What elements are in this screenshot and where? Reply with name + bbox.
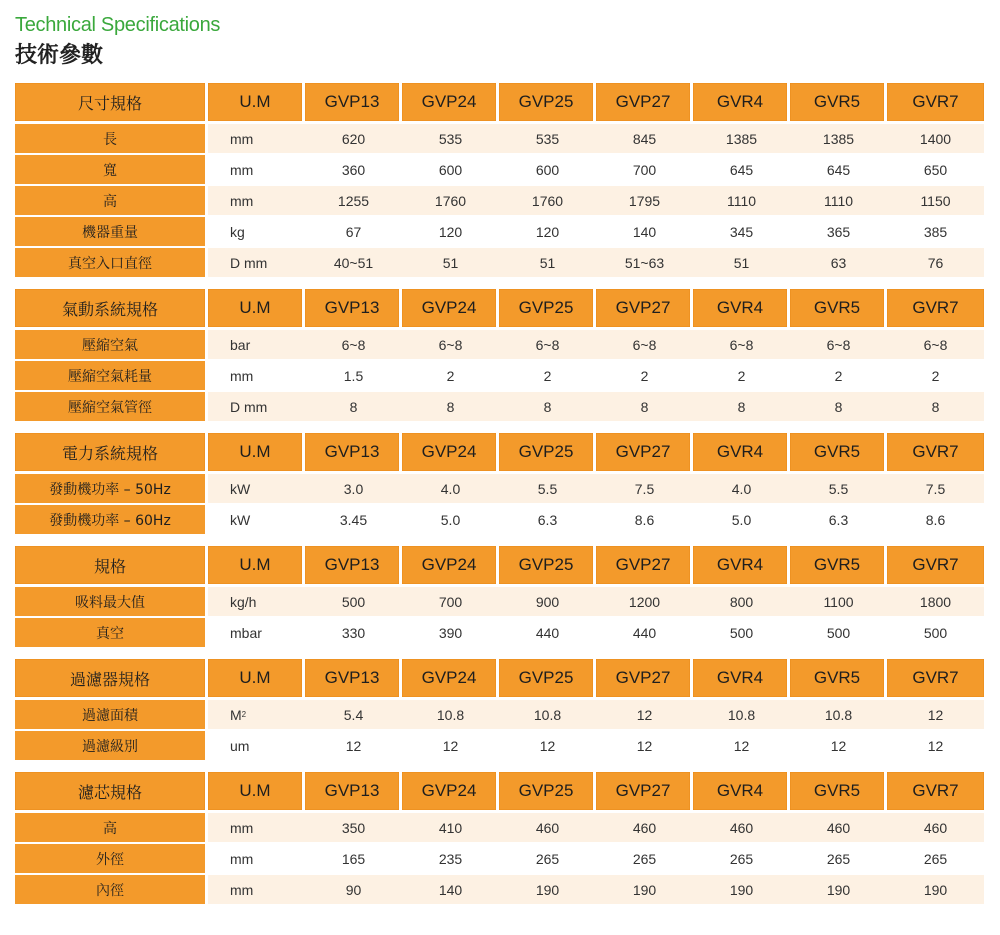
unit-column-header: U.M [208,772,302,810]
value-cell: 3.0 [305,474,402,503]
value-cell: 1110 [693,186,790,215]
spec-table-section [15,433,985,534]
model-column-header: GVR5 [790,659,884,697]
unit-text: D mm [230,254,268,271]
model-column-header: GVR5 [790,83,884,121]
model-column-header: GVP27 [596,289,690,327]
value-cell: 330 [305,618,402,647]
table-header-row [15,289,985,327]
unit-text: bar [230,336,251,353]
model-column-header: GVR7 [887,659,984,697]
value-cell: 12 [402,731,499,760]
table-row [15,474,985,503]
value-cell: 460 [499,813,596,842]
spec-table-section [15,289,985,421]
table-row [15,618,985,647]
value-cell: 140 [402,875,499,904]
value-cell: 8.6 [596,505,693,534]
value-cell: 500 [693,618,790,647]
value-cell: 6~8 [693,330,790,359]
model-column-header: GVP24 [402,433,496,471]
value-cell: 8 [693,392,790,421]
model-column-header: GVP25 [499,433,593,471]
value-cell: 500 [790,618,887,647]
value-cell: 3.45 [305,505,402,534]
value-cell: 900 [499,587,596,616]
value-cell: 51~63 [596,248,693,277]
value-cell: 265 [596,844,693,873]
value-cell: 67 [305,217,402,246]
value-cell: 1200 [596,587,693,616]
value-cell: 2 [499,361,596,390]
section-title: 尺寸規格 [15,83,205,121]
value-cell: 1800 [887,587,984,616]
value-cell: 265 [499,844,596,873]
row-label: 內徑 [15,875,205,904]
value-cell: 440 [499,618,596,647]
value-cell: 1110 [790,186,887,215]
table-row [15,392,985,421]
value-cell: 4.0 [693,474,790,503]
unit-text: M [230,706,242,723]
row-label: 寬 [15,155,205,184]
value-cell: 1760 [402,186,499,215]
value-cell: 120 [499,217,596,246]
value-cell: 2 [790,361,887,390]
value-cell: 90 [305,875,402,904]
row-label: 外徑 [15,844,205,873]
unit-cell [208,474,305,503]
page-title-english: Technical Specifications [15,14,221,36]
value-cell: 7.5 [887,474,984,503]
value-cell: 8 [596,392,693,421]
model-column-header: GVR7 [887,546,984,584]
model-column-header: GVP24 [402,289,496,327]
table-row [15,124,985,153]
value-cell: 1760 [499,186,596,215]
value-cell: 500 [887,618,984,647]
row-label: 壓縮空氣 [15,330,205,359]
value-cell: 190 [790,875,887,904]
value-cell: 1150 [887,186,984,215]
value-cell: 190 [887,875,984,904]
value-cell: 190 [499,875,596,904]
row-label: 長 [15,124,205,153]
spec-table-section [15,83,985,277]
table-header-row [15,772,985,810]
row-label: 壓縮空氣耗量 [15,361,205,390]
value-cell: 6~8 [402,330,499,359]
value-cell: 650 [887,155,984,184]
value-cell: 800 [693,587,790,616]
table-row [15,186,985,215]
table-row [15,361,985,390]
unit-text: mbar [230,624,262,641]
unit-cell [208,618,305,647]
value-cell: 10.8 [402,700,499,729]
value-cell: 51 [402,248,499,277]
value-cell: 410 [402,813,499,842]
value-cell: 7.5 [596,474,693,503]
unit-text: um [230,737,250,754]
table-row [15,248,985,277]
unit-cell [208,813,305,842]
model-column-header: GVP27 [596,433,690,471]
value-cell: 2 [402,361,499,390]
unit-text: mm [230,819,254,836]
unit-text: kW [230,511,251,528]
unit-cell [208,731,305,760]
model-column-header: GVP13 [305,289,399,327]
unit-cell [208,186,305,215]
unit-column-header: U.M [208,433,302,471]
table-row [15,217,985,246]
unit-cell [208,875,305,904]
unit-cell [208,217,305,246]
model-column-header: GVP27 [596,83,690,121]
value-cell: 5.0 [402,505,499,534]
section-title: 規格 [15,546,205,584]
value-cell: 700 [596,155,693,184]
table-row [15,330,985,359]
value-cell: 12 [887,731,984,760]
unit-column-header: U.M [208,659,302,697]
value-cell: 12 [693,731,790,760]
value-cell: 350 [305,813,402,842]
model-column-header: GVR5 [790,289,884,327]
value-cell: 190 [596,875,693,904]
table-header-row [15,659,985,697]
value-cell: 6.3 [790,505,887,534]
value-cell: 600 [499,155,596,184]
table-row [15,875,985,904]
value-cell: 535 [499,124,596,153]
value-cell: 265 [693,844,790,873]
value-cell: 265 [887,844,984,873]
row-label: 高 [15,813,205,842]
value-cell: 265 [790,844,887,873]
value-cell: 5.4 [305,700,402,729]
model-column-header: GVR4 [693,289,787,327]
value-cell: 620 [305,124,402,153]
model-column-header: GVP13 [305,772,399,810]
value-cell: 140 [596,217,693,246]
value-cell: 385 [887,217,984,246]
section-title: 電力系統規格 [15,433,205,471]
table-row [15,731,985,760]
unit-text: mm [230,130,254,147]
value-cell: 8 [790,392,887,421]
value-cell: 1255 [305,186,402,215]
unit-text: kW [230,480,251,497]
unit-cell [208,361,305,390]
section-title: 氣動系統規格 [15,289,205,327]
table-header-row [15,433,985,471]
model-column-header: GVP25 [499,289,593,327]
model-column-header: GVP13 [305,546,399,584]
model-column-header: GVR4 [693,659,787,697]
value-cell: 600 [402,155,499,184]
value-cell: 1400 [887,124,984,153]
model-column-header: GVR5 [790,772,884,810]
value-cell: 235 [402,844,499,873]
value-cell: 460 [596,813,693,842]
unit-text: kg [230,223,245,240]
model-column-header: GVR5 [790,546,884,584]
value-cell: 1385 [693,124,790,153]
unit-cell [208,124,305,153]
unit-column-header: U.M [208,289,302,327]
row-label: 真空 [15,618,205,647]
value-cell: 500 [305,587,402,616]
table-row [15,700,985,729]
value-cell: 12 [790,731,887,760]
model-column-header: GVP13 [305,659,399,697]
spec-tables [15,83,985,916]
unit-cell [208,330,305,359]
model-column-header: GVP13 [305,83,399,121]
unit-column-header: U.M [208,546,302,584]
value-cell: 8 [402,392,499,421]
table-row [15,505,985,534]
table-row [15,844,985,873]
model-column-header: GVP25 [499,659,593,697]
unit-text: mm [230,161,254,178]
model-column-header: GVP24 [402,659,496,697]
value-cell: 51 [499,248,596,277]
model-column-header: GVR4 [693,433,787,471]
value-cell: 5.5 [499,474,596,503]
value-cell: 8 [499,392,596,421]
model-column-header: GVR7 [887,289,984,327]
value-cell: 390 [402,618,499,647]
spec-table-section [15,772,985,904]
unit-cell: M 2 [208,700,305,729]
model-column-header: GVR5 [790,433,884,471]
model-column-header: GVP25 [499,83,593,121]
value-cell: 1795 [596,186,693,215]
unit-cell [208,844,305,873]
value-cell: 460 [887,813,984,842]
value-cell: 700 [402,587,499,616]
value-cell: 460 [693,813,790,842]
value-cell: 190 [693,875,790,904]
unit-column-header: U.M [208,83,302,121]
value-cell: 10.8 [790,700,887,729]
spec-table-section [15,546,985,647]
unit-cell [208,392,305,421]
value-cell: 365 [790,217,887,246]
unit-text: mm [230,881,254,898]
row-label: 壓縮空氣管徑 [15,392,205,421]
value-cell: 12 [499,731,596,760]
value-cell: 2 [596,361,693,390]
value-cell: 8 [887,392,984,421]
value-cell: 6~8 [790,330,887,359]
value-cell: 645 [790,155,887,184]
table-row [15,813,985,842]
model-column-header: GVP27 [596,659,690,697]
model-column-header: GVP13 [305,433,399,471]
value-cell: 1385 [790,124,887,153]
value-cell: 51 [693,248,790,277]
model-column-header: GVP27 [596,772,690,810]
value-cell: 5.0 [693,505,790,534]
unit-cell [208,587,305,616]
value-cell: 6~8 [305,330,402,359]
model-column-header: GVP25 [499,546,593,584]
value-cell: 2 [887,361,984,390]
value-cell: 8.6 [887,505,984,534]
table-header-row [15,83,985,121]
section-title: 過濾器規格 [15,659,205,697]
value-cell: 76 [887,248,984,277]
spec-table-section [15,659,985,760]
model-column-header: GVP24 [402,546,496,584]
value-cell: 10.8 [499,700,596,729]
model-column-header: GVR4 [693,83,787,121]
model-column-header: GVP24 [402,772,496,810]
unit-text: mm [230,192,254,209]
value-cell: 440 [596,618,693,647]
table-row [15,587,985,616]
value-cell: 460 [790,813,887,842]
value-cell: 645 [693,155,790,184]
unit-cell [208,248,305,277]
page-title-chinese: 技術參數 [15,43,104,68]
value-cell: 63 [790,248,887,277]
model-column-header: GVR7 [887,83,984,121]
table-header-row [15,546,985,584]
row-label: 過濾級別 [15,731,205,760]
value-cell: 40~51 [305,248,402,277]
unit-text: mm [230,850,254,867]
section-title: 濾芯規格 [15,772,205,810]
model-column-header: GVP27 [596,546,690,584]
value-cell: 165 [305,844,402,873]
table-row [15,155,985,184]
value-cell: 120 [402,217,499,246]
value-cell: 5.5 [790,474,887,503]
value-cell: 845 [596,124,693,153]
value-cell: 4.0 [402,474,499,503]
value-cell: 12 [596,700,693,729]
row-label: 過濾面積 [15,700,205,729]
value-cell: 2 [693,361,790,390]
value-cell: 6~8 [596,330,693,359]
unit-cell [208,505,305,534]
row-label: 發動機功率 – 50Hz [15,474,205,503]
value-cell: 360 [305,155,402,184]
row-label: 高 [15,186,205,215]
value-cell: 8 [305,392,402,421]
row-label: 吸料最大值 [15,587,205,616]
model-column-header: GVR7 [887,772,984,810]
unit-text: D mm [230,398,268,415]
value-cell: 12 [305,731,402,760]
value-cell: 1.5 [305,361,402,390]
model-column-header: GVP25 [499,772,593,810]
value-cell: 6.3 [499,505,596,534]
model-column-header: GVR4 [693,772,787,810]
unit-text: kg/h [230,593,257,610]
value-cell: 1100 [790,587,887,616]
value-cell: 6~8 [887,330,984,359]
value-cell: 12 [887,700,984,729]
model-column-header: GVR4 [693,546,787,584]
row-label: 機器重量 [15,217,205,246]
value-cell: 535 [402,124,499,153]
value-cell: 12 [596,731,693,760]
row-label: 真空入口直徑 [15,248,205,277]
value-cell: 345 [693,217,790,246]
model-column-header: GVP24 [402,83,496,121]
value-cell: 10.8 [693,700,790,729]
unit-text: mm [230,367,254,384]
row-label: 發動機功率 – 60Hz [15,505,205,534]
value-cell: 6~8 [499,330,596,359]
unit-cell [208,155,305,184]
model-column-header: GVR7 [887,433,984,471]
